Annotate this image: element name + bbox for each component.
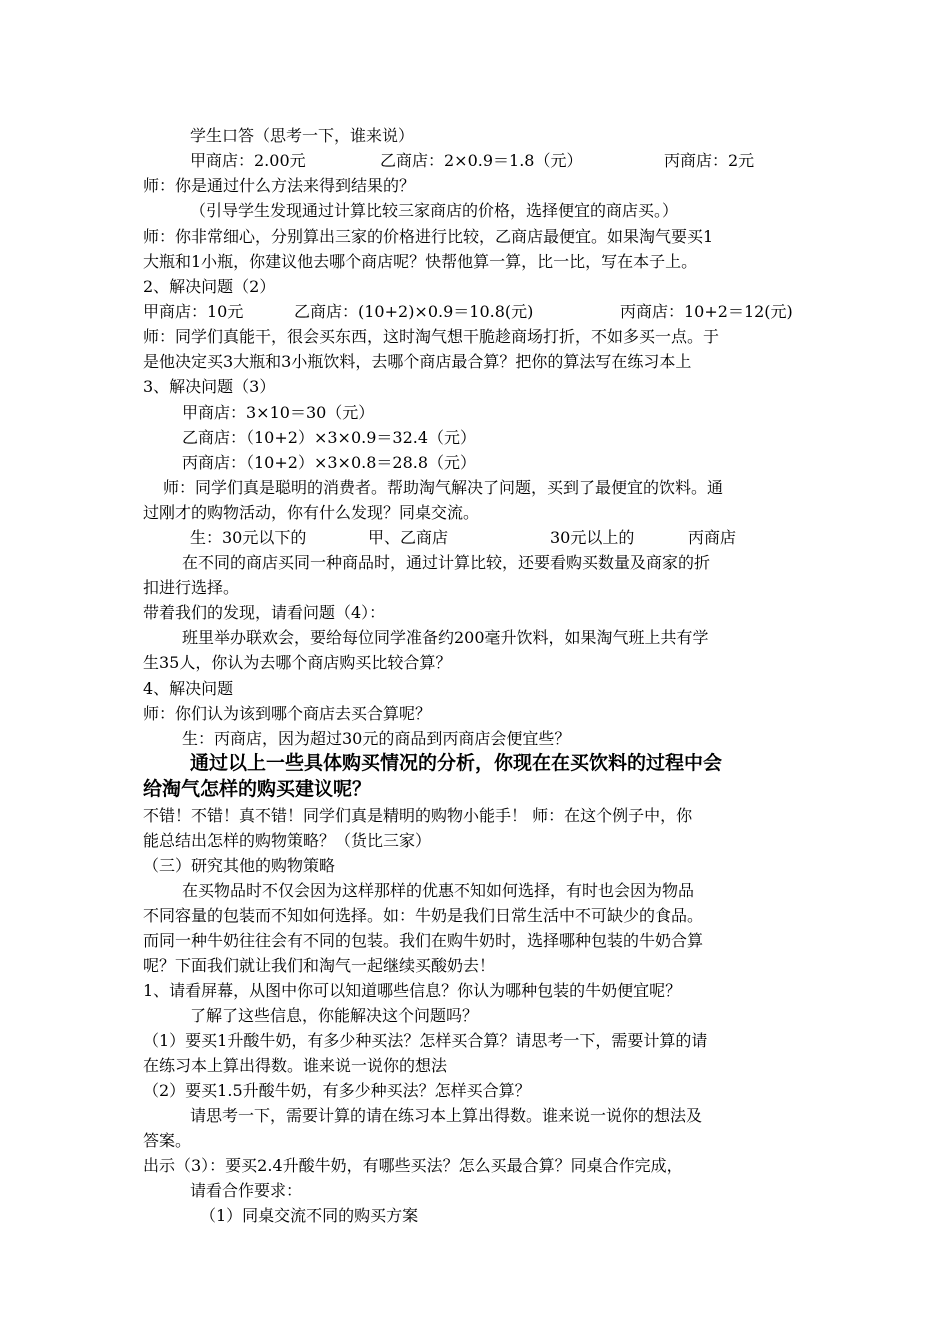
text-line: 甲商店：10元 [143, 302, 244, 321]
text-line: 不同容量的包装而不知如何选择。如：牛奶是我们日常生活中不可缺少的食品。 [143, 906, 704, 925]
emphasis-question: 给淘气怎样的购买建议呢？ [143, 778, 372, 800]
text-line: （引导学生发现通过计算比较三家商店的价格，选择便宜的商店买。） [190, 201, 679, 220]
text-line: 出示（3）：要买2.4升酸牛奶，有哪些买法？怎么买最合算？同桌合作完成， [143, 1156, 683, 1175]
text-line: 甲商店：2.00元 [190, 151, 306, 170]
text-line: 在买物品时不仅会因为这样那样的优惠不知如何选择，有时也会因为物品 [182, 881, 695, 900]
text-line: （2）要买1.5升酸牛奶，有多少种买法？怎样买合算？ [143, 1081, 531, 1100]
section-heading: 2、解决问题（2） [143, 277, 276, 296]
text-line: 过刚才的购物活动，你有什么发现？同桌交流。 [143, 503, 480, 522]
text-line: 甲、乙商店 [368, 528, 449, 547]
text-line: 师：同学们真是聪明的消费者。帮助淘气解决了问题，买到了最便宜的饮料。通 [163, 478, 724, 497]
text-line: 师：你非常细心，分别算出三家的价格进行比较，乙商店最便宜。如果淘气要买1 [143, 227, 714, 246]
text-line: 甲商店：3×10＝30（元） [182, 403, 375, 422]
text-line: 师：同学们真能干，很会买东西，这时淘气想干脆趁商场打折，不如多买一点。于 [143, 327, 720, 346]
text-line: 在练习本上算出得数。谁来说一说你的想法 [143, 1056, 448, 1075]
text-line: 丙商店：（10+2）×3×0.8＝28.8（元） [182, 453, 477, 472]
text-line: 师：你们认为该到哪个商店去买合算呢？ [143, 704, 432, 723]
text-line: 学生口答（思考一下，谁来说） [190, 126, 415, 145]
text-line: 了解了这些信息，你能解决这个问题吗？ [190, 1006, 479, 1025]
section-heading: （三）研究其他的购物策略 [143, 856, 336, 875]
text-line: 带着我们的发现，请看问题（4）： [143, 603, 386, 622]
text-line: 生：30元以下的 [190, 528, 307, 547]
text-line: 乙商店：(10+2)×0.9＝10.8(元) [294, 302, 534, 321]
text-line: 丙商店：2元 [664, 151, 755, 170]
text-line: 而同一种牛奶往往会有不同的包装。我们在购牛奶时，选择哪种包装的牛奶合算 [143, 931, 704, 950]
text-line: 生35人，你认为去哪个商店购买比较合算？ [143, 653, 452, 672]
text-line: （1）要买1升酸牛奶，有多少种买法？怎样买合算？请思考一下，需要计算的请 [143, 1031, 708, 1050]
text-line: 丙商店：10+2＝12(元) [620, 302, 793, 321]
text-line: （1）同桌交流不同的购买方案 [200, 1206, 419, 1225]
text-line: 丙商店 [688, 528, 737, 547]
text-line: 大瓶和1小瓶，你建议他去哪个商店呢？快帮他算一算，比一比，写在本子上。 [143, 252, 698, 271]
text-line: 扣进行选择。 [143, 578, 240, 597]
text-line: 不错！不错！真不错！同学们真是精明的购物小能手！ 师：在这个例子中，你 [143, 806, 693, 825]
text-line: 乙商店：2×0.9＝1.8（元） [380, 151, 583, 170]
section-heading: 4、解决问题 [143, 679, 234, 698]
emphasis-question: 通过以上一些具体购买情况的分析，你现在在买饮料的过程中会 [190, 752, 723, 774]
text-line: 师：你是通过什么方法来得到结果的？ [143, 176, 416, 195]
text-line: 请思考一下，需要计算的请在练习本上算出得数。谁来说一说你的想法及 [190, 1106, 703, 1125]
text-line: 乙商店：（10+2）×3×0.9＝32.4（元） [182, 428, 477, 447]
text-line: 1、请看屏幕，从图中你可以知道哪些信息？你认为哪种包装的牛奶便宜呢？ [143, 981, 682, 1000]
text-line: 班里举办联欢会，要给每位同学准备约200毫升饮料，如果淘气班上共有学 [182, 628, 709, 647]
text-line: 在不同的商店买同一种商品时，通过计算比较，还要看购买数量及商家的折 [182, 553, 711, 572]
text-line: 是他决定买3大瓶和3小瓶饮料，去哪个商店最合算？把你的算法写在练习本上 [143, 352, 692, 371]
text-line: 能总结出怎样的购物策略？（货比三家） [143, 831, 432, 850]
text-line: 答案。 [143, 1131, 192, 1150]
text-line: 请看合作要求： [190, 1181, 303, 1200]
text-line: 30元以上的 [550, 528, 635, 547]
section-heading: 3、解决问题（3） [143, 377, 276, 396]
text-line: 呢？下面我们就让我们和淘气一起继续买酸奶去！ [143, 956, 496, 975]
text-line: 生：丙商店，因为超过30元的商品到丙商店会便宜些？ [182, 729, 571, 748]
